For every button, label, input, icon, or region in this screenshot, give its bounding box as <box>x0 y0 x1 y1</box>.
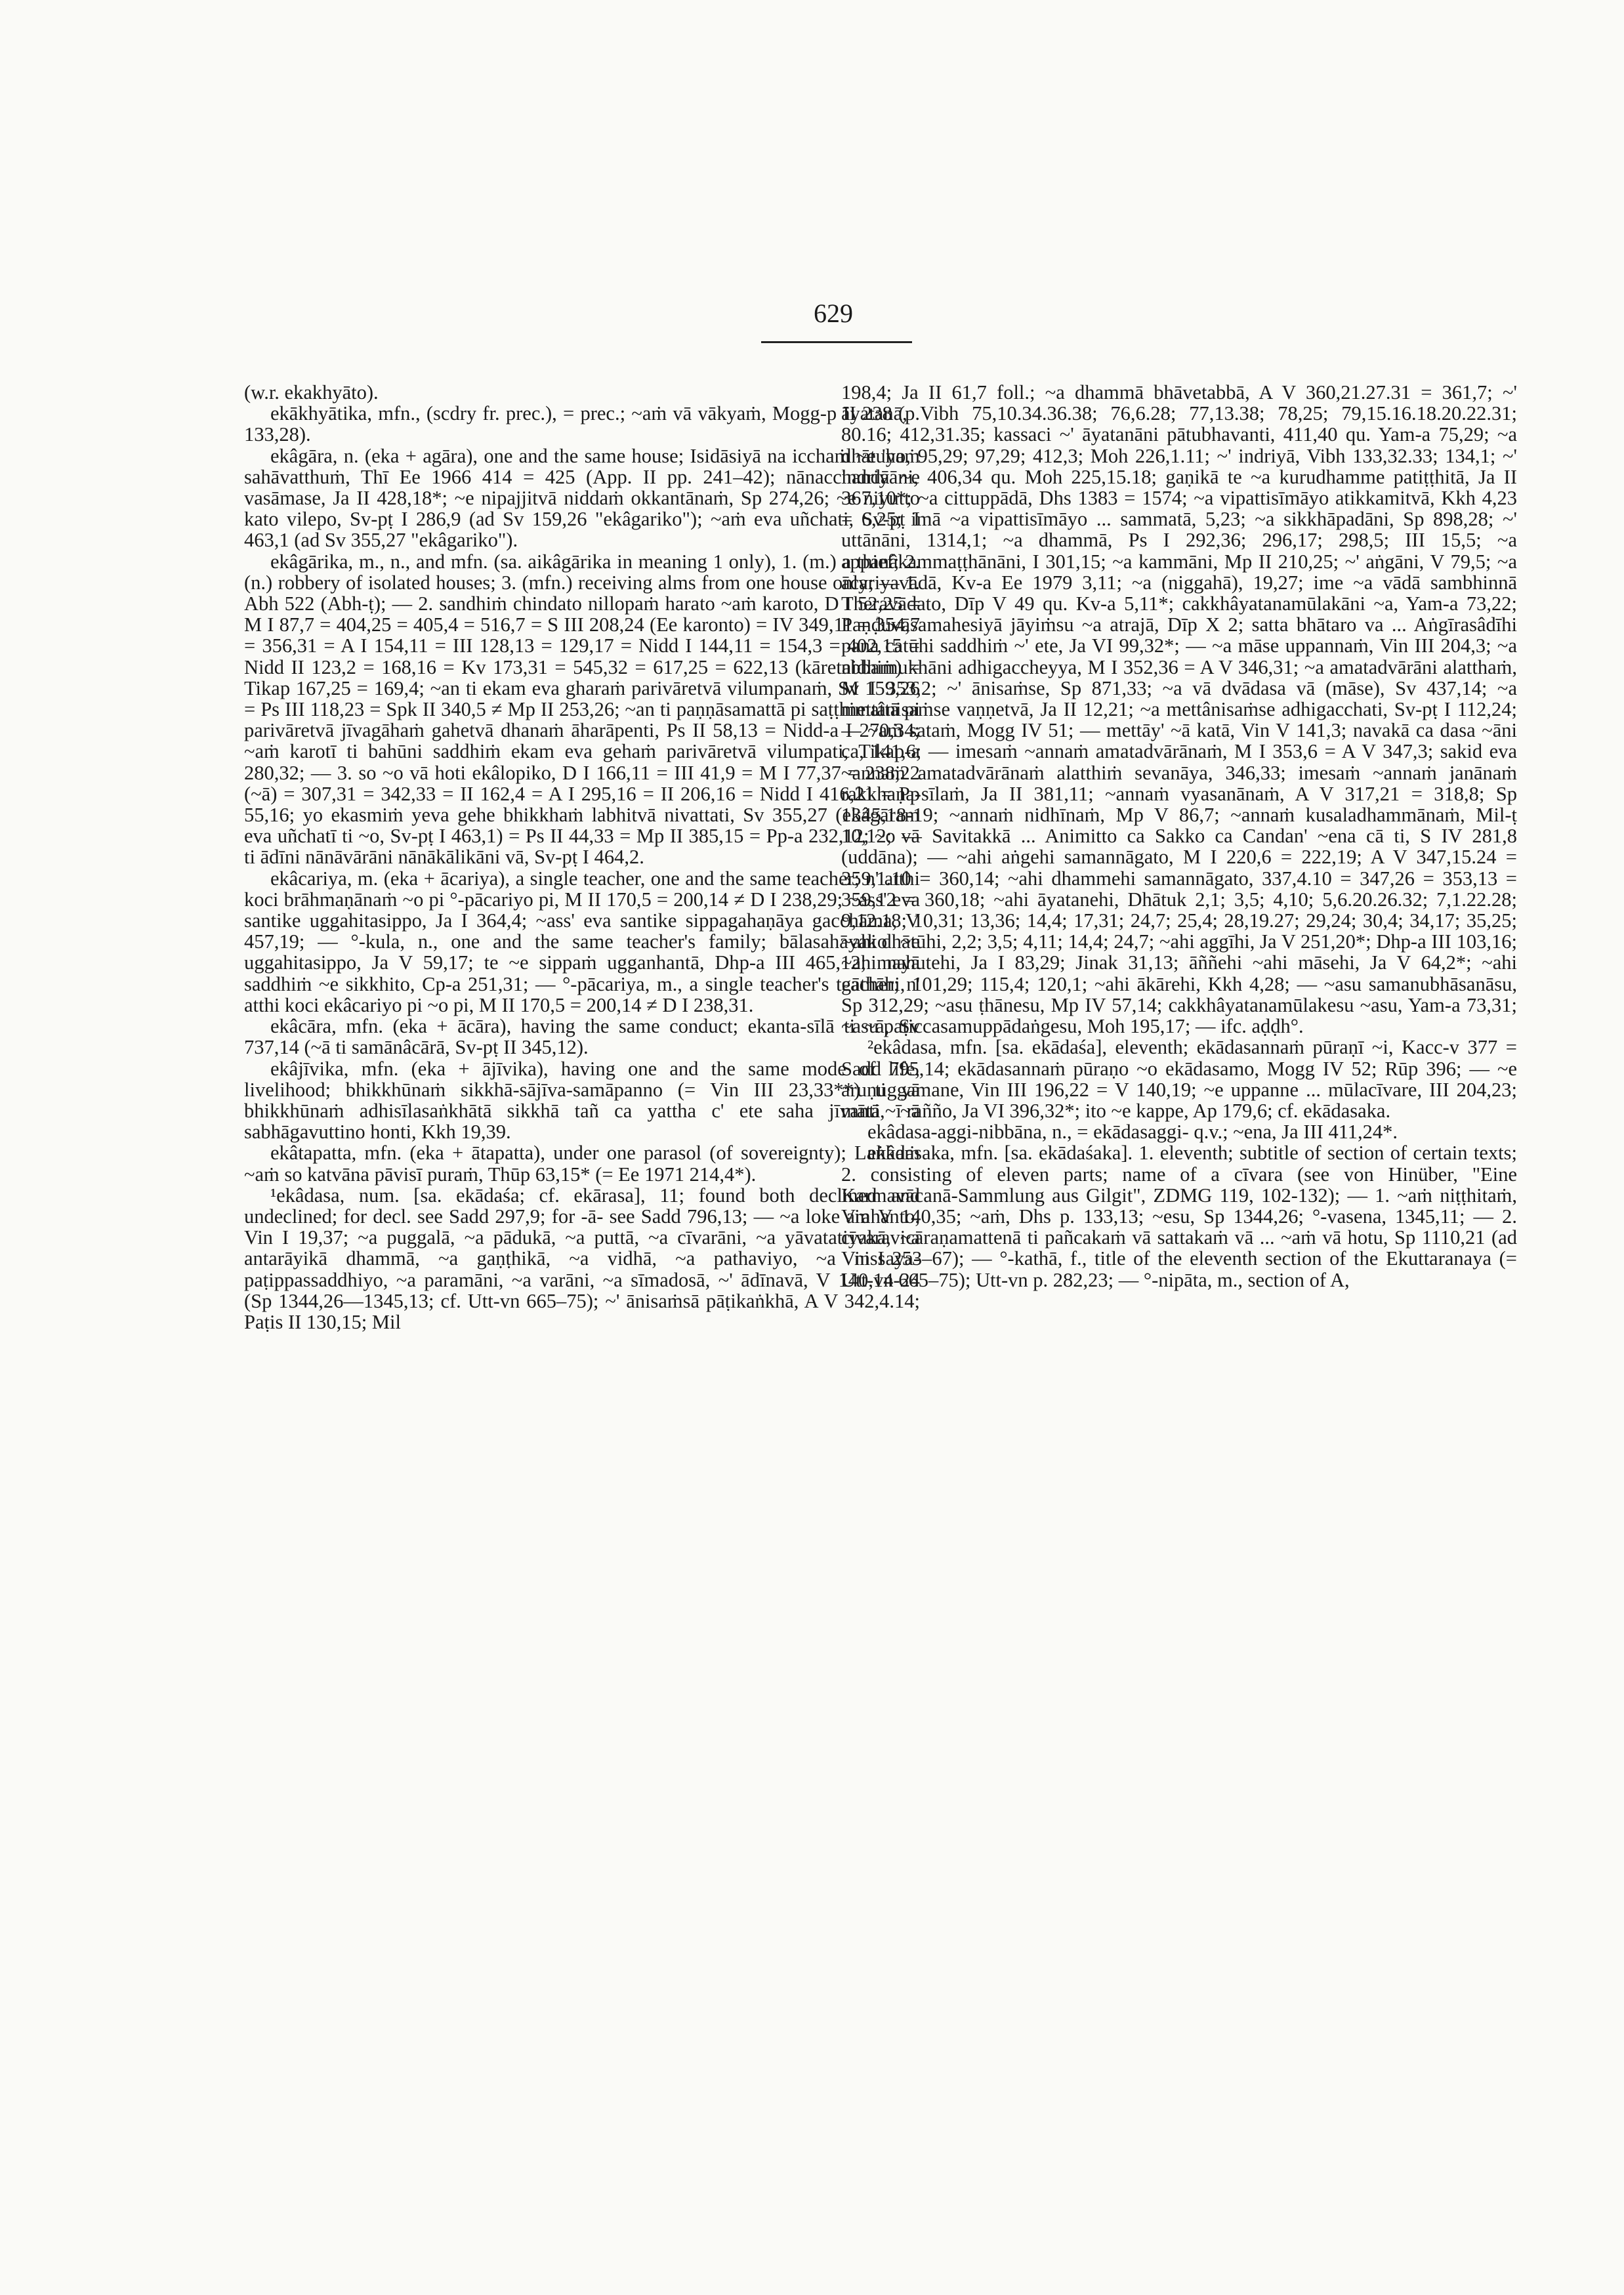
entry-paragraph: ekākhyātika, mfn., (scdry fr. prec.), = prec.; ~aṁ vā vākyaṁ, Mogg-p II 238 (p. 133,28). <box>244 402 920 446</box>
entry-paragraph: 198,4; Ja II 61,7 foll.; ~a dhammā bhāvetabbā, A V 360,21.27.31 = 361,7; ~' āyatanā, Vibh 75,10.34.36.38; 76,6.28; 77,13.38; 78,25; 79,15.16.18.20.22.31; 80.16; 412,31.35; kassaci ~' āyatanāni pātubhavanti, 411,40 qu. Yam-a 75,29; ~a dhātuyo, 95,29; 97,29; 412,3; Moh 226,1.11; ~' indriyā, Vibh 133,32.33; 134,1; ~' indriyāni, 406,34 qu. Moh 225,15.18; gaṇikā te ~a kurudhamme patiṭṭhitā, Ja II 367,10*; ~a cittuppādā, Dhs 1383 = 1574; ~a vipattisīmāyo atikkamitvā, Kkh 4,23 = 6,25; imā ~a vipattisīmāyo ... sammatā, 5,23; ~a sikkhāpadāni, Sp 898,28; ~' uttānāni, 1314,1; ~a dhammā, Ps I 292,36; 296,17; 298,5; III 15,5; ~a appanâkammaṭṭhānāni, I 301,15; ~a kammāni, Mp II 210,25; ~' aṅgāni, V 79,5; ~a ācariyavādā, Kv-a Ee 1979 3,11; ~a (niggahā), 19,27; ime ~a vādā sambhinnā Theravādato, Dīp V 49 qu. Kv-a 5,11*; cakkhâyatanamūlakāni ~a, Yam-a 73,22; Paṇḍuvāsamahesiyā jāyiṁsu ~a atrajā, Dīp X 2; satta bhātaro va ... Aṅgīrasâdīhi pana catūhi saddhiṁ ~' ete, Ja VI 99,32*; — ~a māse uppannaṁ, Vin III 204,3; ~a nidhimukhāni adhigaccheyya, M I 352,36 = A V 346,31; ~a amatadvārāni alatthaṁ, M I 353,2; ~' ānisaṁse, Sp 871,33; ~a vā dvādasa vā (māse), Sv 437,14; ~a mettânisaṁse vaṇṇetvā, Ja II 12,21; ~a mettânisaṁse adhigacchati, Sv-pṭ I 112,24; — ~aṁ sataṁ, Mogg IV 51; — mettāy' ~ā katā, Vin V 141,3; navakā ca dasa ~āni ca, 141,6; — imesaṁ ~annaṁ amatadvārānaṁ, M I 353,6 = A V 347,3; sakid eva ~annaṁ amatadvārānaṁ alatthiṁ sevanāya, 346,33; imesaṁ ~annaṁ janānaṁ rakkhaṇa-sīlaṁ, Ja II 381,11; ~annaṁ vyasanānaṁ, A V 317,21 = 318,8; Sp 1345,18-19; ~annaṁ nidhīnaṁ, Mp V 86,7; ~annaṁ kusaladhammānaṁ, Mil-ṭ 10,12; — Savitakkā ... Animitto ca Sakko ca Candan' ~ena cā ti, S IV 281,8 (uddāna); — ~ahi aṅgehi samannāgato, M I 220,6 = 222,19; A V 347,15.24 = 359,1.10 = 360,14; ~ahi dhammehi samannāgato, 337,4.10 = 347,26 = 353,13 = 359,12 = 360,18; ~ahi āyatanehi, Dhātuk 2,1; 3,5; 4,10; 5,6.20.26.32; 7,1.22.28; 9,12.18; 10,31; 13,36; 14,4; 17,31; 24,7; 25,4; 28,19.27; 29,24; 30,4; 34,17; 35,25; ~ahi dhātūhi, 2,2; 3,5; 4,11; 14,4; 24,7; ~ahi aggīhi, Ja V 251,20*; Dhp-a III 103,16; ~ahi nahutehi, Ja I 83,29; Jinak 31,13; āññehi ~ahi māsehi, Ja V 64,2*; ~ahi gāthāhi, 101,29; 115,4; 120,1; ~ahi ākārehi, Kkh 4,28; — ~asu samanubhāsanāsu, Sp 312,29; ~asu ṭhānesu, Mp IV 57,14; cakkhâyatanamūlakesu ~asu, Yam-a 73,31; ~asu paṭiccasamuppādaṅgesu, Moh 195,17; — ifc. aḍḍh°. <box>841 382 1517 1038</box>
entry-paragraph: ekâdasaka, mfn. [sa. ekādaśaka]. 1. eleventh; subtitle of section of certain texts; 2. consisting of eleven parts; name of a cīvara (see von Hinüber, "Eine Karmavācanā-Sammlung aus Gilgit", ZDMG 119, 102-132); — 1. ~aṁ niṭṭhitaṁ, Vin V 140,35; ~aṁ, Dhs p. 133,13; ~esu, Sp 1344,26; °-vasena, 1345,11; — 2. cīvaravicāraṇamattenā ti pañcakaṁ vā sattakaṁ vā ... ~aṁ vā hotu, Sp 1110,21 (ad Vin I 253–67); — °-kathā, f., title of the eleventh section of the Ekuttaranaya (= Utt-vn 665–75); Utt-vn p. 282,23; — °-nipāta, m., section of A, <box>841 1142 1517 1291</box>
entry-paragraph: ekâcariya, m. (eka + ācariya), a single teacher, one and the same teacher; n' atthi koci brāhmaṇānaṁ ~o pi °-pācariyo pi, M II 170,5 = 200,14 ≠ D I 238,29; ~ass' eva santike uggahitasippo, Ja I 364,4; ~ass' eva santike sippagahaṇāya gacchāma, V 457,19; — °-kula, n., one and the same teacher's family; bālasahāyako ~e uggahitasippo, Ja V 59,17; te ~e sippaṁ ugganhantā, Dhp-a III 465,12; mayā saddhiṁ ~e sikkhito, Cp-a 251,31; — °-pācariya, m., a single teacher's teacher; n' atthi koci ekâcariyo pi ~o pi, M II 170,5 = 200,14 ≠ D I 238,31. <box>244 867 920 1016</box>
entry-paragraph: ekâgāra, n. (eka + agāra), one and the same house; Isidāsiyā na icchaṁ ~e 'haṁ sahāvatthuṁ, Thī Ee 1966 414 = 425 (App. II pp. 241–42); nānacchandā ~e vasāmase, Ja II 428,18*; ~e nipajjitvā niddaṁ okkantānaṁ, Sp 274,26; ~e niyutto kato vilepo, Sv-pṭ I 286,9 (ad Sv 159,26 "ekâgariko"); ~aṁ eva uñchati, Sv-pṭ I 463,1 (ad Sv 355,27 "ekâgariko"). <box>244 444 920 552</box>
entry-paragraph: ekâjīvika, mfn. (eka + ājīvika), having one and the same mode of life, livelihood; bhikkhūnaṁ sikkhā-sājīva-samāpanno (= Vin III 23,33**) ti yā bhikkhūnaṁ adhisīlasaṅkhātā sikkhā tañ ca yattha c' ete saha jīvanti, ~ā sabhāgavuttino honti, Kkh 19,39. <box>244 1057 920 1144</box>
right-column <box>841 382 1517 2114</box>
page-number: 629 <box>814 299 853 328</box>
entry-paragraph: ekâcāra, mfn. (eka + ācāra), having the same conduct; ekanta-sīlā ti ~ā, Sv 737,14 (~ā ti samānâcārā, Sv-pṭ II 345,12). <box>244 1015 920 1059</box>
left-column <box>244 382 920 2114</box>
entry-paragraph: ekâgārika, m., n., and mfn. (sa. aikâgārika in meaning 1 only), 1. (m.) a thief; 2. (n.) robbery of isolated houses; 3. (mfn.) receiving alms from one house only; — 1. Abh 522 (Abh-ṭ); — 2. sandhiṁ chindato nillopaṁ harato ~aṁ karoto, D I 52,25 = M I 87,7 = 404,25 = 405,4 = 516,7 = S III 208,24 (Ee karonto) = IV 349,11 = 354,7 = 356,31 = A I 154,11 = III 128,13 = 129,17 = Nidd I 144,11 = 154,3 = 402,15 = Nidd II 123,2 = 168,16 = Kv 173,31 = 545,32 = 617,25 = 622,13 (kāretabbaṁ) = Tikap 167,25 = 169,4; ~an ti ekam eva gharaṁ parivāretvā vilumpanaṁ, Sv 159,26 = Ps III 118,23 = Spk II 340,5 ≠ Mp II 253,26; ~an ti paṇṇāsamattā pi saṭṭhimattā pi parivāretvā jīvagāhaṁ gahetvā dhanaṁ āharāpenti, Ps II 58,13 = Nidd-a I 270,34; ~aṁ karotī ti bahūni saddhiṁ ekam eva gehaṁ parivāretvā vilumpati, Tikap-a 280,32; — 3. so ~o vā hoti ekâlopiko, D I 166,11 = III 41,9 = M I 77,37 = 238,22 (~ā) = 307,31 = 342,33 = II 162,4 = A I 295,16 = II 206,16 = Nidd I 416,21 = Pp 55,16; yo ekasmiṁ yeva gehe bhikkhaṁ labhitvā nivattati, Sv 355,27 (ekâgāram eva uñchatī ti ~o, Sv-pṭ I 463,1) = Ps II 44,33 = Mp II 385,15 = Pp-a 232,12; ~o vā ti ādīni nānāvārāni nānākālikāni vā, Sv-pṭ I 464,2. <box>244 550 920 869</box>
header-rule <box>761 341 912 343</box>
entry-paragraph: ekâtapatta, mfn. (eka + ātapatta), under one parasol (of sovereignty); Laṅkaṁ ~aṁ so katvāna pāvisī puraṁ, Thūp 63,15* (= Ee 1971 214,4*). <box>244 1142 920 1186</box>
entry-paragraph: ekâdasa-aggi-nibbāna, n., = ekādasaggi- q.v.; ~ena, Ja III 411,24*. <box>867 1121 1398 1144</box>
entry-paragraph: ²ekâdasa, mfn. [sa. ekādaśa], eleventh; ekādasannaṁ pūraṇī ~i, Kacc-v 377 = Sadd 795,14; ekādasannaṁ pūraṇo ~o ekādasamo, Mogg IV 52; Rūp 396; — ~e aruṇuggamane, Vin III 196,22 = V 140,19; ~e uppanne ... mūlacīvare, III 204,23; mātā ~ī rañño, Ja VI 396,32*; ito ~e kappe, Ap 179,6; cf. ekādasaka. <box>841 1036 1517 1122</box>
entry-paragraph: ¹ekâdasa, num. [sa. ekādaśa; cf. ekārasa], 11; found both declined and undeclined; for decl. see Sadd 297,9; for -ā- see Sadd 796,13; — ~a loke arahanto, Vin I 19,37; ~a puggalā, ~a pādukā, ~a puttā, ~a cīvarāni, ~a yāvatatiyakā, ~a antarāyikā dhammā, ~a gaṇṭhikā, ~a vidhā, ~a pathaviyo, ~a nissaya-paṭippassaddhiyo, ~a paramāni, ~a varāni, ~a sīmadosā, ~' ādīnavā, V 140,14-24 (Sp 1344,26—1345,13; cf. Utt-vn 665–75); ~' ānisaṁsā pāṭikaṅkhā, A V 342,4.14; Paṭis II 130,15; Mil <box>244 1184 920 1333</box>
entry-paragraph: (w.r. ekakhyāto). <box>244 382 379 403</box>
